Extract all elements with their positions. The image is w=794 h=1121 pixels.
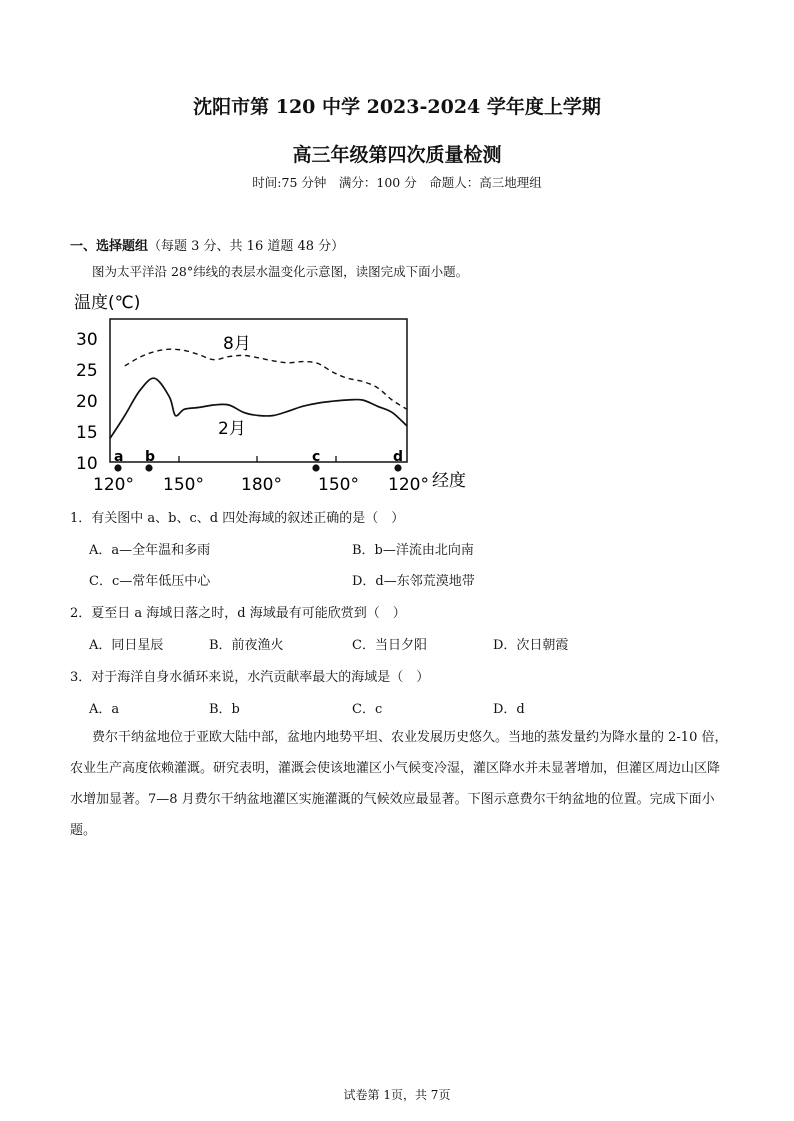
point-label-d: d (393, 449, 404, 465)
y-tick-label: 10 (76, 454, 98, 474)
point-marker-d (394, 464, 401, 471)
question-3-option-a: A．a (89, 702, 120, 717)
question-3-option-b: B．b (209, 702, 240, 717)
plot-frame (110, 319, 407, 462)
point-marker-b (145, 464, 152, 471)
question-2-option-a: A．同日星辰 (89, 638, 164, 653)
point-label-c: c (312, 449, 321, 465)
question-1-option-c: C．c—常年低压中心 (89, 574, 211, 589)
question-3-stem: 3．对于海洋自身水循环来说，水汽贡献率最大的海域是（ ） (70, 670, 430, 685)
question-2-option-c: C．当日夕阳 (352, 638, 427, 653)
y-tick-label: 15 (76, 423, 98, 443)
question-3-option-c: C．c (352, 702, 383, 717)
y-axis-label: 温度(℃) (74, 293, 141, 313)
y-tick-label: 20 (76, 392, 98, 412)
section-scoring-note: （每题 3 分、共 16 道题 48 分） (148, 239, 345, 254)
x-axis-label: 经度 (432, 471, 466, 491)
x-tick-label: 180° (241, 475, 282, 495)
question-1-option-d: D．d—东邻荒漠地带 (352, 574, 475, 589)
page-footer: 试卷第 1页，共 7页 (343, 1088, 451, 1102)
question-2-option-b: B．前夜渔火 (209, 638, 284, 653)
sst-chart (60, 282, 480, 497)
exam-title-line2: 高三年级第四次质量检测 (292, 144, 502, 166)
x-tick-label: 150° (163, 475, 204, 495)
question-2-option-d: D．次日朝霞 (493, 638, 569, 653)
y-tick-label: 30 (76, 330, 98, 350)
series-label-aug: 8月 (223, 334, 251, 354)
y-tick-label: 25 (76, 361, 98, 381)
x-tick-label: 120° (93, 475, 134, 495)
x-tick-label: 150° (318, 475, 359, 495)
point-label-b: b (145, 449, 156, 465)
x-tick-labels (93, 475, 429, 495)
point-label-a: a (114, 449, 124, 465)
series-line-feb (110, 378, 407, 438)
question-3-option-d: D．d (493, 702, 525, 717)
point-markers (114, 449, 403, 472)
section-title: 一、选择题组 (70, 239, 149, 254)
question-1-option-a: A．a—全年温和多雨 (89, 543, 211, 558)
point-marker-c (312, 464, 319, 471)
passage-fergana: 费尔干纳盆地位于亚欧大陆中部，盆地内地势平坦、农业发展历史悠久。当地的蒸发量约为降水量的 2-10 倍，农业生产高度依赖灌溉。研究表明，灌溉会使该地灌区小气候变冷湿，灌区降水并未显著增加，但灌区周边山区降水增加显著。7—8 月费尔干纳盆地灌区实施灌溉的气候效应最显著。下图示意费尔干纳盆地的位置。完成下面小题。 (70, 730, 728, 838)
question-1-stem: 1．有关图中 a、b、c、d 四处海域的叙述正确的是（ ） (70, 511, 405, 526)
y-tick-labels (76, 330, 98, 474)
exam-title-line1: 沈阳市第 120 中学 2023-2024 学年度上学期 (193, 96, 601, 118)
series-label-feb: 2月 (218, 419, 246, 439)
question-2-stem: 2．夏至日 a 海域日落之时，d 海域最有可能欣赏到（ ） (70, 606, 406, 621)
figure-intro: 图为太平洋沿 28°纬线的表层水温变化示意图，读图完成下面小题。 (92, 264, 469, 279)
question-1-option-b: B．b—洋流由北向南 (352, 543, 474, 558)
section-heading (70, 235, 344, 254)
x-tick-label: 120° (388, 475, 429, 495)
point-marker-a (114, 464, 121, 471)
exam-meta-info: 时间:75 分钟 满分：100 分 命题人：高三地理组 (252, 175, 542, 190)
